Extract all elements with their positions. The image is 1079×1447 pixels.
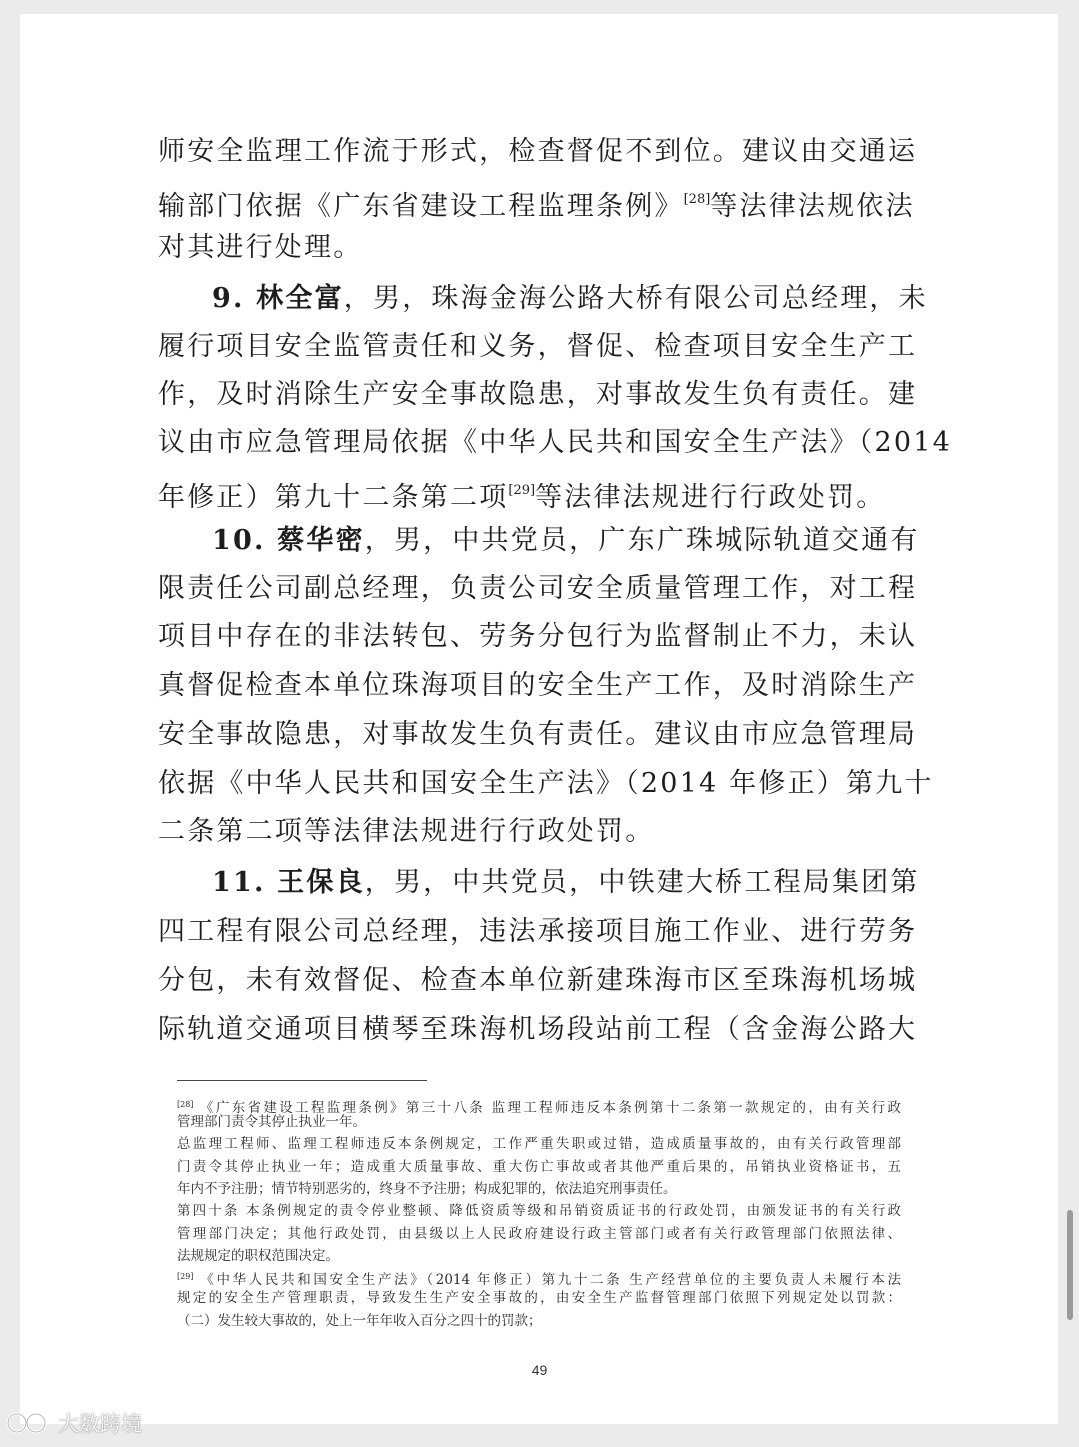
text-line: 师安全监理工作流于形式，检查督促不到位。建议由交通运 bbox=[158, 136, 918, 167]
text-line: 限责任公司副总经理，负责公司安全质量管理工作，对工程 bbox=[158, 573, 918, 604]
footnote-line: 总监理工程师、监理工程师违反本条例规定，工作严重失职或过错，造成质量事故的，由有关行政管理部 bbox=[177, 1136, 901, 1152]
text-line: 履行项目安全监管责任和义务，督促、检查项目安全生产工 bbox=[158, 331, 918, 362]
text-line: 对其进行处理。 bbox=[158, 232, 363, 263]
text-line: 二条第二项等法律法规进行行政处罚。 bbox=[158, 816, 655, 847]
footnote-line: 管理部门责令其停止执业一年。 bbox=[177, 1114, 366, 1130]
footnote-ref[interactable]: [28] bbox=[683, 192, 711, 207]
footnote-ref[interactable]: [29] bbox=[508, 483, 536, 498]
footnote-line: [29] 《中华人民共和国安全生产法》（2014 年修正）第九十二条 生产经营单位的主要负责人未履行本法 bbox=[177, 1272, 901, 1288]
text-line: 分包，未有效督促、检查本单位新建珠海市区至珠海机场城 bbox=[158, 965, 918, 996]
text-line: 议由市应急管理局依据《中华人民共和国安全生产法》（2014 bbox=[158, 427, 953, 458]
text-line: 10. 蔡华密，男，中共党员，广东广珠城际轨道交通有 bbox=[212, 525, 920, 556]
text-line: 年修正）第九十二条第二项[29]等法律法规进行行政处罚。 bbox=[158, 482, 886, 513]
footnote-line: [28] 《广东省建设工程监理条例》第三十八条 监理工程师违反本条例第十二条第一款规定的，由有关行政 bbox=[177, 1100, 901, 1116]
watermark bbox=[6, 1408, 142, 1438]
text-line: 项目中存在的非法转包、劳务分包行为监督制止不力，未认 bbox=[158, 621, 918, 652]
footnote-divider bbox=[177, 1080, 427, 1081]
person-name: 11. 王保良 bbox=[212, 867, 365, 898]
footnote-line: 年内不予注册；情节特别恶劣的，终身不予注册；构成犯罪的，依法追究刑事责任。 bbox=[177, 1181, 677, 1197]
person-name: 9. 林全富 bbox=[212, 283, 344, 314]
text-line: 际轨道交通项目横琴至珠海机场段站前工程（含金海公路大 bbox=[158, 1014, 918, 1045]
text-line: 依据《中华人民共和国安全生产法》（2014 年修正）第九十 bbox=[158, 768, 934, 799]
page-number: 49 bbox=[531, 1362, 548, 1378]
text-line: 真督促检查本单位珠海项目的安全生产工作，及时消除生产 bbox=[158, 670, 918, 701]
watermark-text: 大数跨境 bbox=[58, 1412, 142, 1436]
footnote-line: 第四十条 本条例规定的责令停业整顿、降低资质等级和吊销资质证书的行政处罚，由颁发证书的有关行政 bbox=[177, 1203, 901, 1219]
footnote-line: （二）发生较大事故的，处上一年年收入百分之四十的罚款； bbox=[177, 1313, 542, 1329]
text-line: 作，及时消除生产安全事故隐患，对事故发生负有责任。建 bbox=[158, 379, 918, 410]
text-line: 输部门依据《广东省建设工程监理条例》[28]等法律法规依法 bbox=[158, 191, 915, 222]
text-line: 安全事故隐患，对事故发生负有责任。建议由市应急管理局 bbox=[158, 719, 918, 750]
scrollbar[interactable] bbox=[1067, 1210, 1073, 1320]
watermark-logo-icon bbox=[6, 1410, 52, 1436]
footnote-line: 规定的安全生产管理职责，导致发生生产安全事故的，由安全生产监督管理部门依照下列规定处以罚款： bbox=[177, 1290, 901, 1306]
footnote-line: 法规规定的职权范围决定。 bbox=[177, 1248, 339, 1264]
text-line: 四工程有限公司总经理，违法承接项目施工作业、进行劳务 bbox=[158, 916, 918, 947]
text-line: 9. 林全富，男，珠海金海公路大桥有限公司总经理，未 bbox=[212, 283, 928, 314]
text-line: 11. 王保良，男，中共党员，中铁建大桥工程局集团第 bbox=[212, 867, 920, 898]
footnote-line: 门责令其停止执业一年；造成重大质量事故、重大伤亡事故或者其他严重后果的，吊销执业资格证书，五 bbox=[177, 1159, 901, 1175]
footnote-line: 管理部门决定；其他行政处罚，由县级以上人民政府建设行政主管部门或者有关行政管理部门依照法律、 bbox=[177, 1226, 901, 1242]
person-name: 10. 蔡华密 bbox=[212, 525, 365, 556]
